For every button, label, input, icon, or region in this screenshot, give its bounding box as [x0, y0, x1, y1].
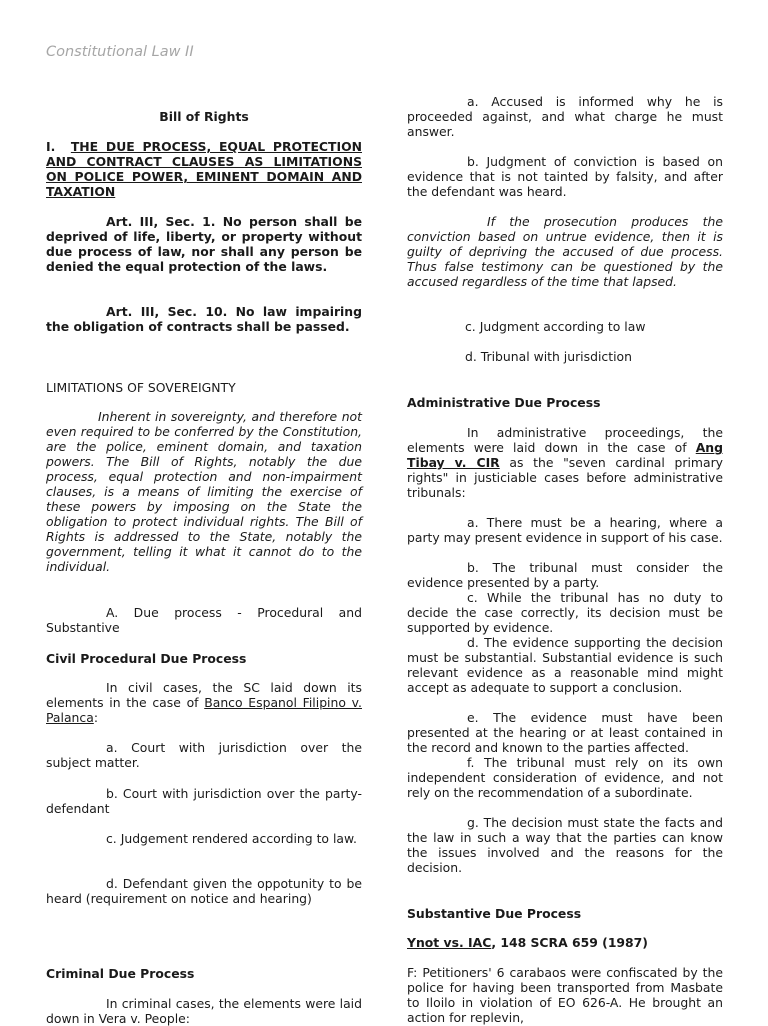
civil-due-process-heading: Civil Procedural Due Process [46, 651, 247, 666]
civil-intro-paragraph [46, 680, 362, 725]
criminal-element-a: a. Accused is informed why he is proceeded against, and what charge he must answer. [407, 94, 723, 139]
running-head: Constitutional Law II [46, 44, 194, 60]
civil-intro-end: : [93, 710, 98, 725]
art3-sec10-provision: Art. III, Sec. 10. No law impairing the obligation of contracts shall be passed. [46, 304, 362, 334]
admin-right-b: b. The tribunal must consider the evidence presented by a party. [407, 560, 723, 590]
civil-element-d: d. Defendant given the oppotunity to be heard (requirement on notice and hearing) [46, 876, 362, 906]
admin-right-d: d. The evidence supporting the decision must be substantial. Substantial evidence is such relevant evidence as a reasonable mind might accept as adequate to support a conclusion. [407, 635, 723, 695]
bill-of-rights-title: Bill of Rights [159, 109, 249, 124]
criminal-intro-paragraph: In criminal cases, the elements were laid down in Vera v. People: [46, 996, 362, 1026]
ang-tibay-case-name: Ang Tibay v. CIR [407, 440, 723, 470]
admin-right-a: a. There must be a hearing, where a party may present evidence in support of his case. [407, 515, 723, 545]
civil-intro-text: In civil cases, the SC laid down its elements in the case of [46, 680, 362, 710]
due-process-heading-a: A. Due process - Procedural and Substantive [46, 605, 362, 635]
section-1-heading [46, 139, 362, 199]
ynot-citation: , 148 SCRA 659 (1987) [491, 935, 648, 950]
false-testimony-note: If the prosecution produces the conviction based on untrue evidence, then it is guilty of depriving the accused of due process. Thus false testimony can be questioned by the accused regardless of the time that lapsed. [407, 214, 723, 289]
criminal-element-d: d. Tribunal with jurisdiction [465, 349, 632, 364]
ynot-case-name: Ynot vs. IAC [407, 935, 492, 950]
admin-right-c: c. While the tribunal has no duty to decide the case correctly, its decision must be supported by evidence. [407, 590, 723, 635]
admin-right-f: f. The tribunal must rely on its own independent consideration of evidence, and not rely on the recommendation of a subordinate. [407, 755, 723, 800]
administrative-intro-paragraph [407, 425, 723, 500]
section-1-number: I. [46, 139, 56, 154]
criminal-due-process-heading: Criminal Due Process [46, 966, 195, 981]
civil-element-b: b. Court with jurisdiction over the party-defendant [46, 786, 362, 816]
criminal-element-c: c. Judgment according to law [465, 319, 646, 334]
admin-right-e: e. The evidence must have been presented at the hearing or at least contained in the record and known to the parties affected. [407, 710, 723, 755]
limitations-heading: LIMITATIONS OF SOVEREIGNTY [46, 380, 236, 395]
criminal-element-b: b. Judgment of conviction is based on evidence that is not tainted by falsity, and after the defendant was heard. [407, 154, 723, 199]
art3-sec1-provision: Art. III, Sec. 1. No person shall be deprived of life, liberty, or property without due process of law, nor shall any person be denied the equal protection of the laws. [46, 214, 362, 274]
civil-element-a: a. Court with jurisdiction over the subject matter. [46, 740, 362, 770]
admin-intro-end: as the "seven cardinal primary rights" in justiciable cases before administrative tribunals: [407, 455, 723, 500]
administrative-due-process-heading: Administrative Due Process [407, 395, 601, 410]
ynot-case-heading [407, 935, 723, 950]
civil-element-c: c. Judgement rendered according to law. [106, 831, 357, 846]
section-1-title: THE DUE PROCESS, EQUAL PROTECTION AND CONTRACT CLAUSES AS LIMITATIONS ON POLICE POWER, EMINENT DOMAIN AND TAXATION [46, 139, 362, 199]
ynot-facts-paragraph: F: Petitioners' 6 carabaos were confiscated by the police for having been transported from Masbate to Iloilo in violation of EO 626-A. He brought an action for replevin, [407, 965, 723, 1025]
limitations-paragraph: Inherent in sovereignty, and therefore not even required to be conferred by the Constitution, are the police, eminent domain, and taxation powers. The Bill of Rights, notably the due process, equal protection and non-impairment clauses, is a means of limiting the exercise of these powers by imposing on the State the obligation to protect individual rights. The Bill of Rights is addressed to the State, notably the government, telling it what it cannot do to the individual. [46, 409, 362, 574]
admin-right-g: g. The decision must state the facts and the law in such a way that the parties can know the issues involved and the reasons for the decision. [407, 815, 723, 875]
banco-espanol-case-name: Banco Espanol Filipino v. Palanca [46, 695, 362, 725]
substantive-due-process-heading: Substantive Due Process [407, 906, 582, 921]
admin-intro-text: In administrative proceedings, the elements were laid down in the case of [407, 425, 723, 455]
